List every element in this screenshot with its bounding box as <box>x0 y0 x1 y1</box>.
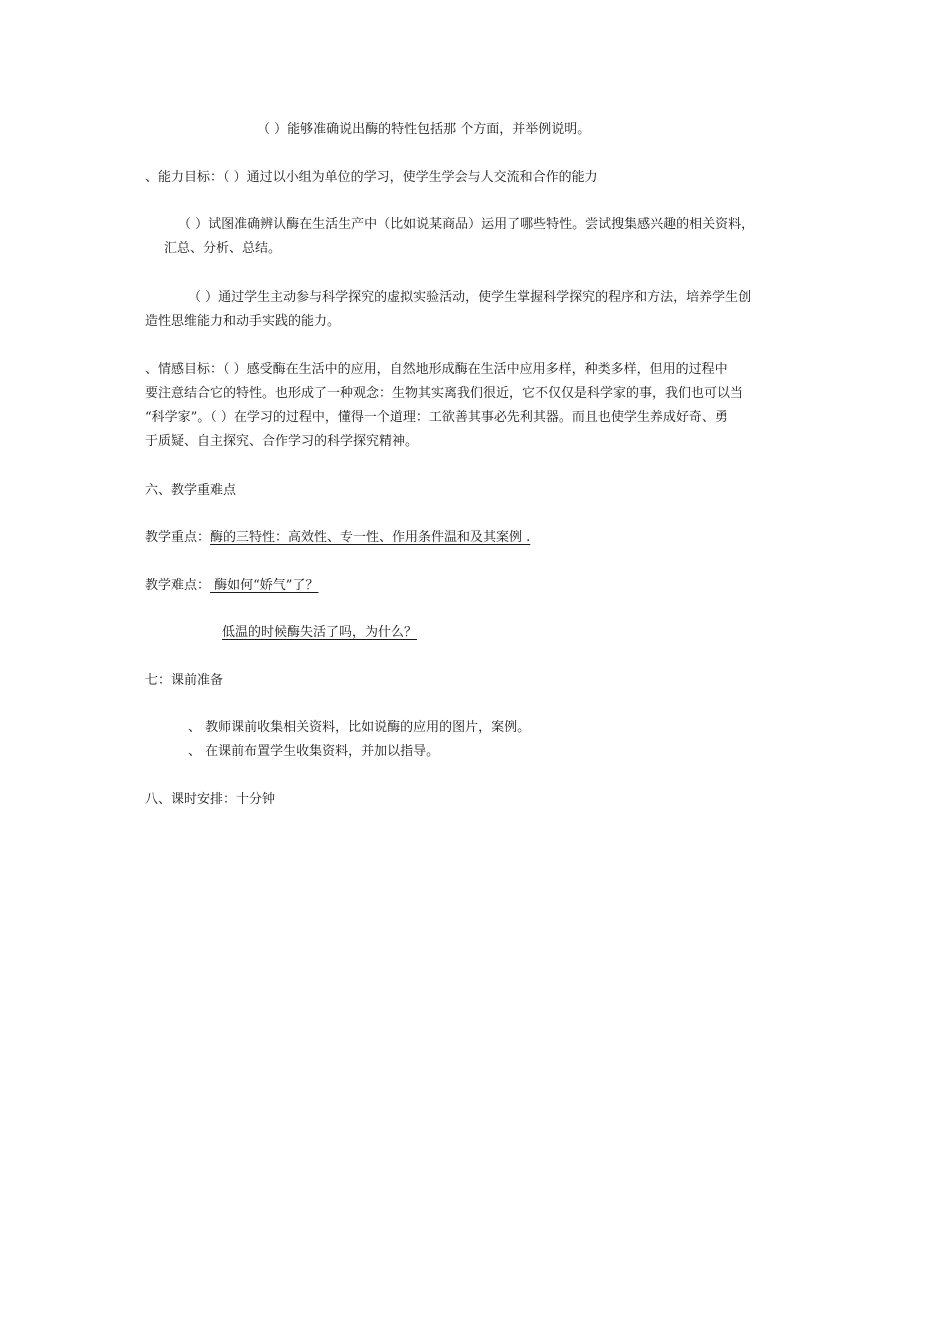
emotion-goal-line-3: “科学家”。（ ）在学习的过程中，懂得一个道理：工欲善其事必先利其器。而且也使学生养成好奇、勇 <box>145 410 728 425</box>
difficult-point-line-2 <box>222 621 417 644</box>
emotion-goal-line-4: 于质疑、自主探究、合作学习的科学探究精神。 <box>145 434 419 449</box>
key-point-label: 教学重点： <box>145 530 211 545</box>
difficult-point-line <box>145 574 318 597</box>
difficult-point-text-1: 酶如何“娇气”了？ <box>210 578 319 593</box>
prep-item-2: 、 在课前布置学生收集资料，并加以指导。 <box>188 744 440 759</box>
knowledge-goal-item-3: （ ）能够准确说出酶的特性包括那 个方面，并举例说明。 <box>257 122 591 137</box>
key-point-text: 酶的三特性：高效性、专一性、作用条件温和及其案例 . <box>210 530 531 545</box>
emotion-goal-line-1: 、情感目标：（ ）感受酶在生活中的应用，自然地形成酶在生活中应用多样，种类多样，但用的过程中 <box>145 362 728 377</box>
key-point-line <box>145 526 530 549</box>
ability-goal-line-1: 、能力目标：（ ）通过以小组为单位的学习，使学生学会与人交流和合作的能力 <box>145 170 598 185</box>
emotion-goal-line-2: 要注意结合它的特性。也形成了一种观念：生物其实离我们很近，它不仅仅是科学家的事，我们也可以当 <box>145 386 744 401</box>
prep-item-1: 、 教师课前收集相关资料，比如说酶的应用的图片，案例。 <box>188 720 531 735</box>
difficult-point-text-2: 低温的时候酶失活了吗，为什么？ <box>222 625 418 640</box>
ability-goal-item-3-line-2: 造性思维能力和动手实践的能力。 <box>145 314 341 329</box>
section-6-heading: 六、教学重难点 <box>145 483 237 498</box>
ability-goal-item-3-line-1: （ ）通过学生主动参与科学探究的虚拟实验活动，使学生掌握科学探究的程序和方法，培养学生创 <box>188 290 752 305</box>
section-8-heading: 八、课时安排：十分钟 <box>145 792 276 807</box>
ability-goal-item-2-line-2: 汇总、分析、总结。 <box>164 241 282 256</box>
ability-goal-item-2-line-1: （ ）试图准确辨认酶在生活生产中（比如说某商品）运用了哪些特性。尝试搜集感兴趣的相关资料， <box>178 217 755 232</box>
section-7-heading: 七：课前准备 <box>145 673 224 688</box>
difficult-point-label: 教学难点： <box>145 578 211 593</box>
